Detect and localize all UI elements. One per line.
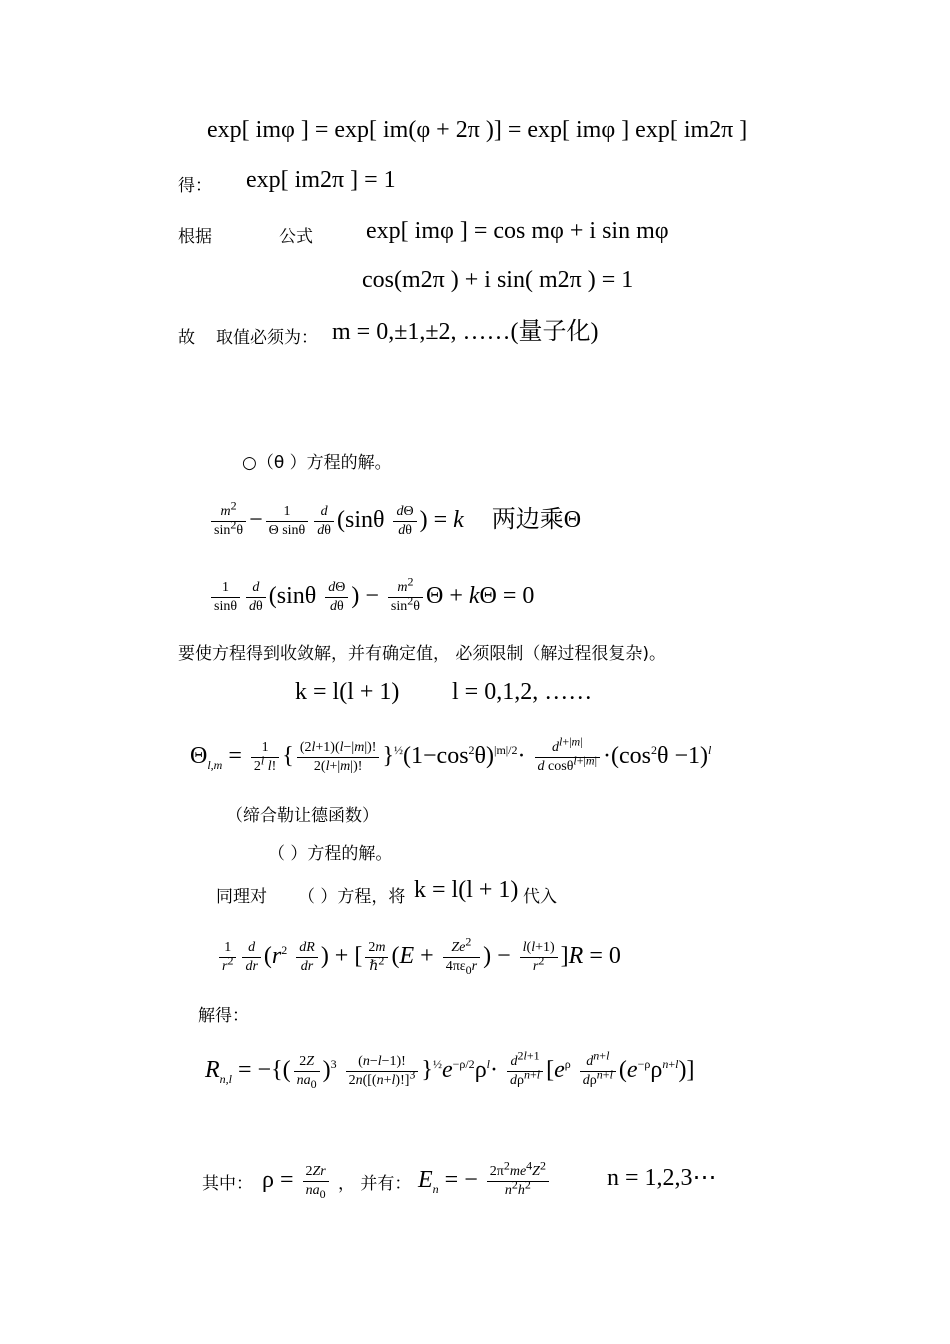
quzhi-label: 取值必须为： xyxy=(216,328,318,348)
theta-equation-2: $\frac{1}{\sin\theta}$ $\frac{d}{d\theta}$ (sinθ $\frac{d\Theta}{d\theta}$ ) − $\frac{m^2}{\sin^2\theta}$ Θ + kΘ = 0 xyxy=(208,580,534,615)
legendre-solution: $\Theta_{l,m}$ = $\frac{1}{2^l l!}$ { $\frac{(2l+1)(l-|m|)!}{2(l+|m|)!}$ }$^{\frac{1}{2}}(1-\cos^2\theta)^{|m|/2}\cdot$ $\frac{d^{l+|m|}}{d \cos\theta^{l+|m|}}$ $\cdot(\cos^2\theta -1)^l$ xyxy=(190,734,712,775)
genju-label: 根据 xyxy=(178,227,212,247)
unit-result-equation: exp[ im2π ] = 1 xyxy=(246,167,396,193)
dairu-label: 代入 xyxy=(523,887,557,907)
euler-formula: exp[ imφ ] = cos mφ + i sin mφ xyxy=(366,218,669,244)
jiede-label: 解得： xyxy=(198,1006,249,1026)
l-values: l = 0,1,2, …… xyxy=(452,679,593,705)
energy-equation: $E_n$ = − $\frac{2\pi^2me^4Z^2}{n^2h^2}$ xyxy=(418,1164,552,1199)
radial-equation: $\frac{1}{r^2}$ $\frac{d}{dr}$ ($r^2$ $\frac{dR}{dr}$ ) + [ $\frac{2m}{\hbar^2}$ (E + $\frac{Ze^2}{4\pi\varepsilon_0r}$ ) − $\frac{l(l+1)}{r^2}$ ]R = 0 xyxy=(216,940,621,975)
qizhong-label: 其中： xyxy=(202,1174,253,1194)
periodicity-equation: exp[ imφ ] = exp[ im(φ + 2π )] = exp[ imφ ] exp[ im2π ] xyxy=(207,117,748,143)
bingyou-label: ， 并有： xyxy=(338,1174,412,1194)
k-equation: k = l(l + 1) xyxy=(295,679,400,705)
cos-equation: cos(m2π ) + i sin( m2π ) = 1 xyxy=(362,267,634,293)
n-values: n = 1,2,3⋯ xyxy=(607,1165,717,1191)
k-substitution: k = l(l + 1) xyxy=(414,877,519,903)
multiply-note: 两边乘Θ xyxy=(491,507,582,534)
rho-definition: ρ = $\frac{2Zr}{na_0}$ xyxy=(262,1164,332,1199)
theta-equation-1: $\frac{m^2}{\sin^2\theta}$ − $\frac{1}{\text{Θ sinθ}}$ $\frac{d}{d\theta}$ (sinθ $\frac{d\Theta}{d\theta}$ ) = k 两边乘Θ xyxy=(208,504,581,539)
theta-heading: ○（θ ）方程的解。 xyxy=(242,453,392,473)
radial-heading: （ ）方程的解。 xyxy=(268,844,393,864)
radial-solution: $R_{n,l}$ = −{( $\frac{2Z}{na_0}$ )$^3$ $\frac{(n-l-1)!}{2n([(n+l)!]^3}$ }$^{\frac{1}{2}}e^{-\rho/2}\rho^l\cdot$ $\frac{d^{2l+1}}{d\rho^{n+l}}$ [$e^\rho$ $\frac{d^{n+l}}{d\rho^{n+l}}$ $(e^{-\rho}\rho^{n+l})$] xyxy=(205,1048,695,1091)
legendre-note: （缔合勒让德函数） xyxy=(226,806,379,826)
quantization-values: m = 0,±1,±2, ……(量子化) xyxy=(332,319,599,345)
gu-label: 故 xyxy=(178,328,195,348)
de-label: 得： xyxy=(178,176,212,196)
equation-label: （ ）方程，将 xyxy=(298,887,406,907)
gongshi-label: 公式 xyxy=(279,227,313,247)
convergence-condition: 要使方程得到收敛解，并有确定值， 必须限制（解过程很复杂)。 xyxy=(178,644,667,664)
tongli-label: 同理对 xyxy=(216,887,267,907)
